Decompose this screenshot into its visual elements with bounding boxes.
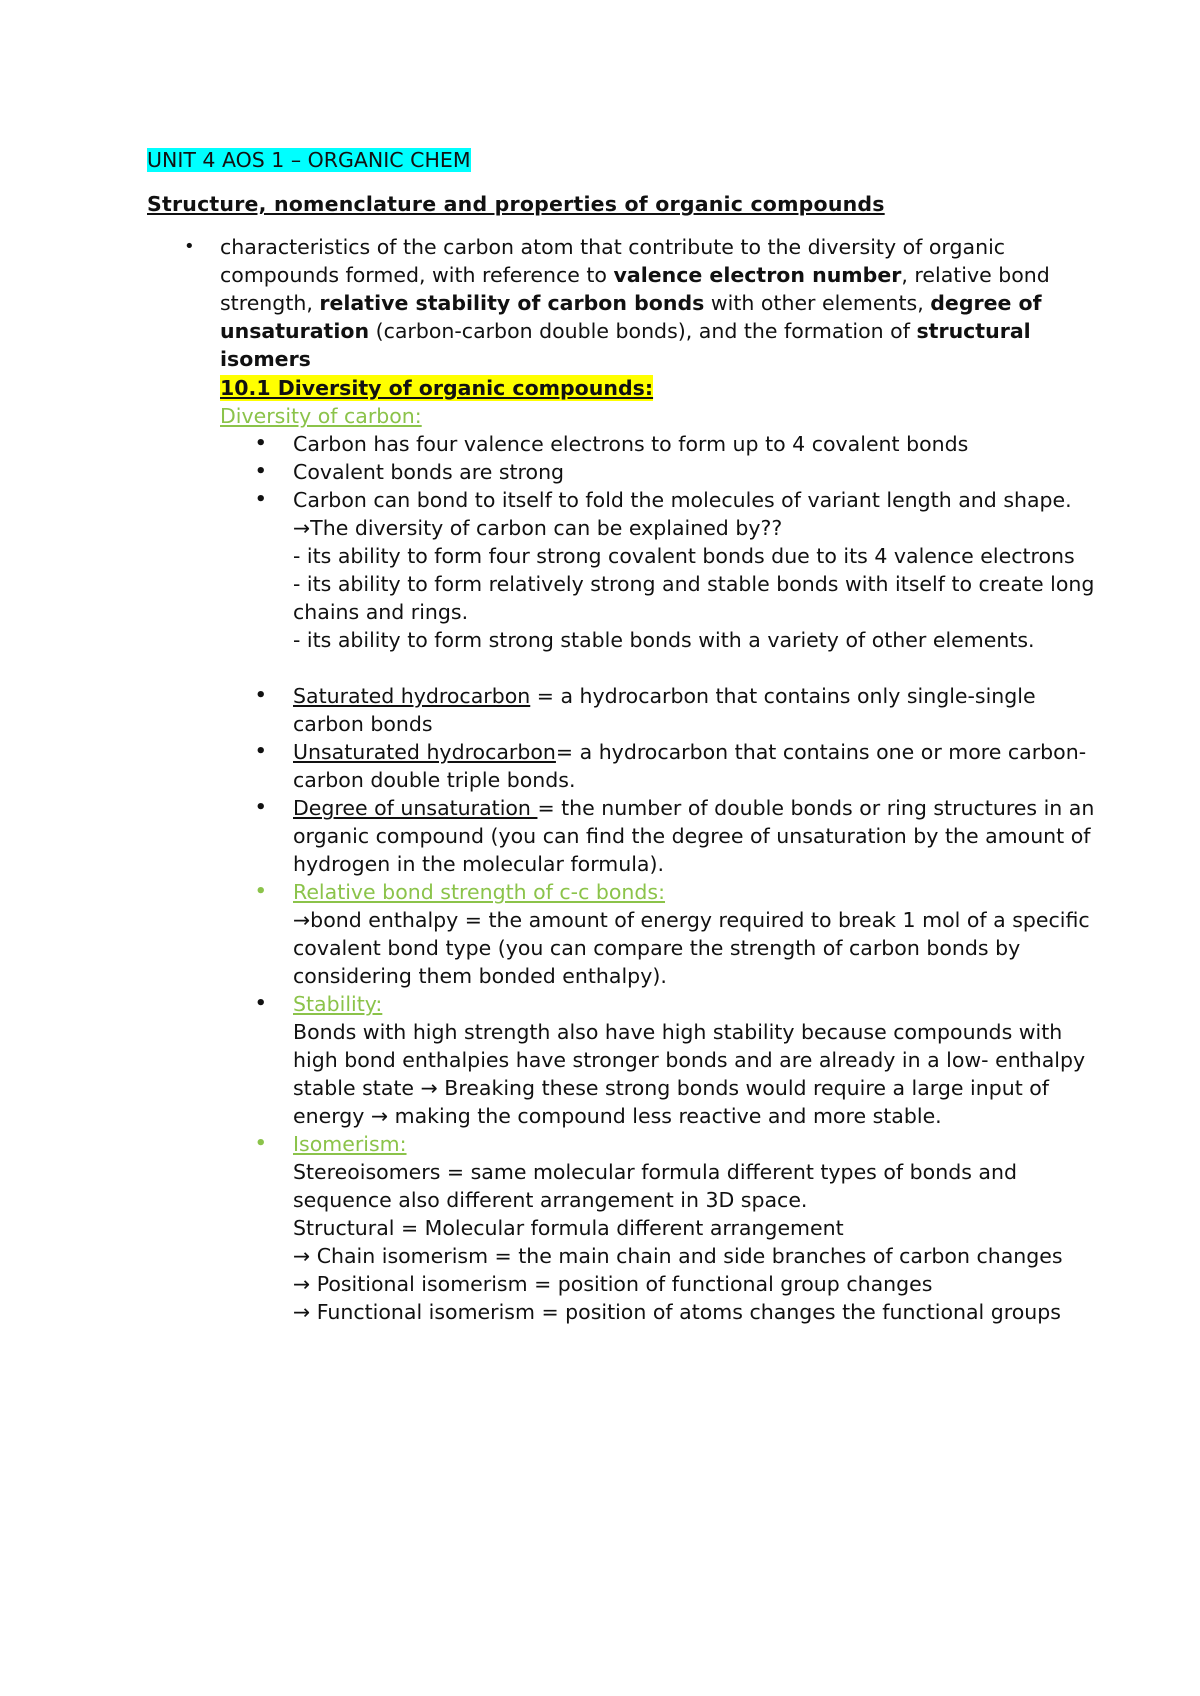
- diversity-reason: - its ability to form relatively strong and stable bonds with itself to create long chains and rings.: [293, 572, 1095, 624]
- stability-item: [220, 990, 1100, 1130]
- spacer: [293, 654, 1100, 682]
- subsection-heading: 10.1 Diversity of organic compounds:: [220, 376, 654, 400]
- definition-item: [220, 682, 1100, 738]
- intro-text-1: characteristics of the carbon atom that contribute to the diversity of organic compounds formed, with reference to: [220, 235, 1006, 287]
- intro-text-3: with other elements,: [704, 291, 931, 315]
- stability-text: Bonds with high strength also have high stability because compounds with high bond enthalpies have stronger bonds and are already in a low- enthalpy stable state → Breaking these strong bonds would require a large input of energy → making the compound less reactive and more stable.: [293, 1020, 1086, 1128]
- unit-title-text: UNIT 4 AOS 1 – ORGANIC CHEM: [147, 148, 471, 172]
- chain-isomerism-text: → Chain isomerism = the main chain and side branches of carbon changes: [293, 1244, 1063, 1268]
- definition-text: = a hydrocarbon that contains one or more carbon-carbon double triple bonds.: [293, 740, 1087, 792]
- intro-text-2: , relative bond strength,: [220, 263, 1050, 315]
- sub-bullet-green: •: [255, 1133, 267, 1154]
- intro-bold-stability: relative stability of carbon bonds: [319, 291, 705, 315]
- sub-bullet-green: •: [255, 881, 267, 902]
- diversity-point: [220, 486, 1100, 682]
- intro-paragraph: [220, 233, 1077, 373]
- sub-bullet: •: [255, 433, 267, 454]
- isomerism-item: [220, 1130, 1100, 1326]
- bond-strength-item: [220, 878, 1100, 990]
- diversity-point-text: Carbon can bond to itself to fold the molecules of variant length and shape.: [293, 488, 1072, 512]
- sub-bullet: •: [255, 489, 267, 510]
- main-list-item: [147, 233, 1077, 430]
- diversity-point: [220, 458, 1100, 486]
- structural-text: Structural = Molecular formula different arrangement: [293, 1216, 844, 1240]
- diversity-reason: - its ability to form four strong covalent bonds due to its 4 valence electrons: [293, 544, 1075, 568]
- intro-bold-valence: valence electron number: [613, 263, 902, 287]
- section-heading: Structure, nomenclature and properties of organic compounds: [147, 192, 885, 216]
- sub-bullet: •: [255, 993, 267, 1014]
- sub-bullet: •: [255, 685, 267, 706]
- diversity-point-text: Carbon has four valence electrons to form up to 4 covalent bonds: [293, 432, 969, 456]
- diversity-point: [220, 430, 1100, 458]
- sub-bullet: •: [255, 461, 267, 482]
- diversity-point-text: Covalent bonds are strong: [293, 460, 565, 484]
- definition-term: Saturated hydrocarbon: [293, 684, 531, 708]
- bond-strength-text: →bond enthalpy = the amount of energy required to break 1 mol of a specific covalent bond type (you can compare the strength of carbon bonds by considering them bonded enthalpy).: [293, 908, 1090, 988]
- diversity-reason: - its ability to form strong stable bonds with a variety of other elements.: [293, 628, 1035, 652]
- main-bullet: •: [184, 236, 195, 257]
- definition-term: Degree of unsaturation: [293, 796, 538, 820]
- isomerism-heading: Isomerism:: [293, 1132, 407, 1156]
- bond-strength-heading: Relative bond strength of c-c bonds:: [293, 880, 666, 904]
- stability-heading: Stability:: [293, 992, 383, 1016]
- definition-text: = a hydrocarbon that contains only single-single carbon bonds: [293, 684, 1036, 736]
- main-list: [147, 233, 1077, 430]
- unit-title: [147, 146, 471, 174]
- intro-bold-isomers: structural isomers: [220, 319, 1031, 371]
- sub-bullet: •: [255, 741, 267, 762]
- definition-item: [220, 794, 1100, 878]
- definition-text: = the number of double bonds or ring structures in an organic compound (you can find the degree of unsaturation by the amount of hydrogen in the molecular formula).: [293, 796, 1095, 876]
- diversity-question: →The diversity of carbon can be explained by??: [293, 516, 783, 540]
- diversity-heading: Diversity of carbon:: [220, 404, 422, 428]
- stereoisomers-text: Stereoisomers = same molecular formula different types of bonds and sequence also different arrangement in 3D space.: [293, 1160, 1017, 1212]
- positional-isomerism-text: → Positional isomerism = position of functional group changes: [293, 1272, 933, 1296]
- definition-item: [220, 738, 1100, 794]
- functional-isomerism-text: → Functional isomerism = position of atoms changes the functional groups: [293, 1300, 1061, 1324]
- sub-bullet: •: [255, 797, 267, 818]
- definition-term: Unsaturated hydrocarbon: [293, 740, 556, 764]
- intro-bold-unsaturation: degree of unsaturation: [220, 291, 1042, 343]
- sub-list: [220, 430, 1100, 1326]
- intro-text-4: (carbon-carbon double bonds), and the formation of: [369, 319, 917, 343]
